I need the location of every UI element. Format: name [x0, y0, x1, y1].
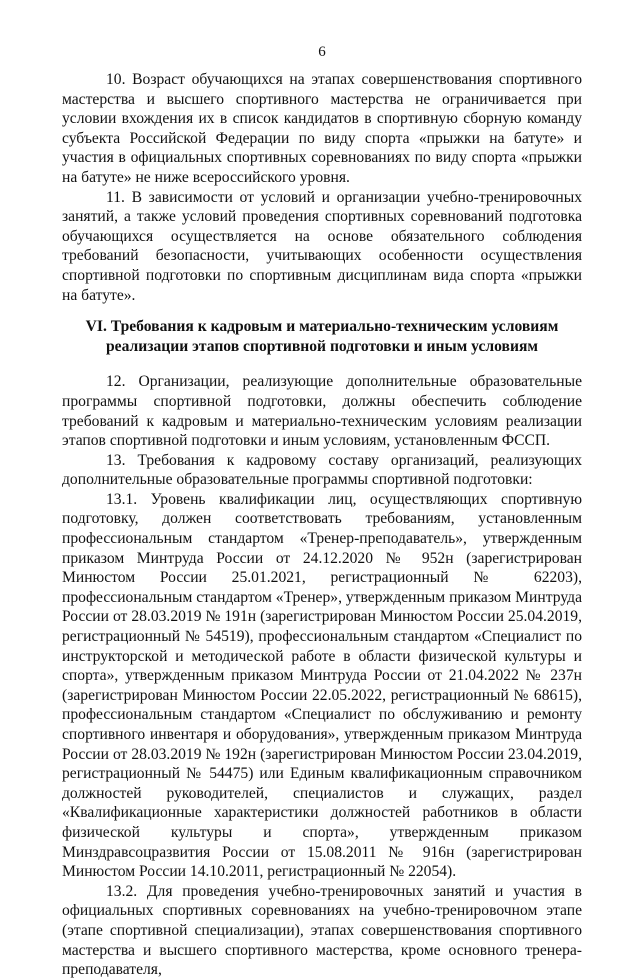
paragraph-13: 13. Требования к кадровому составу организаций, реализующих дополнительные образовательные программы спортивной подготовки:: [62, 451, 582, 489]
section-heading-line-2: реализации этапов спортивной подготовки и иным условиям: [105, 337, 539, 355]
paragraph-12: 12. Организации, реализующие дополнительные образовательные программы спортивной подготовки, должны обеспечить соблюдение требований к кадровым и материально-техническим условиям реализации этапов спортивной подготовки и иным условиям, установленным ФССП.: [62, 373, 582, 450]
paragraph-10: 10. Возраст обучающихся на этапах совершенствования спортивного мастерства и высшего спортивного мастерства не ограничивается при условии вхождения их в список кандидатов в спортивную сборную команду субъекта Российской Федерации по виду спорта «прыжки на батуте» и участия в официальных спортивных соревнованиях по виду спорта «прыжки на батуте» не ниже всероссийского уровня.: [62, 71, 582, 186]
section-heading: [62, 317, 582, 356]
paragraph-11: 11. В зависимости от условий и организации учебно-тренировочных занятий, а также условий проведения спортивных соревнований подготовка обучающихся осуществляется на основе обязательного соблюдения требований безопасности, учитывающих особенности осуществления спортивной подготовки по спортивным дисциплинам вида спорта «прыжки на батуте».: [62, 188, 582, 304]
section-heading-line-1: VI. Требования к кадровым и материально-техническим условиям: [85, 318, 559, 336]
page-number: 6: [318, 44, 326, 60]
paragraph-13-2: 13.2. Для проведения учебно-тренировочных занятий и участия в официальных спортивных соревнованиях на учебно-тренировочном этапе (этапе спортивной специализации), этапах совершенствования спортивного мастерства и высшего спортивного мастерства, кроме основного тренера-преподавателя,: [62, 882, 582, 979]
paragraph-13-1: 13.1. Уровень квалификации лиц, осуществляющих спортивную подготовку, должен соответствовать требованиям, установленным профессиональным стандартом «Тренер-преподаватель», утвержденным приказом Минтруда России от 24.12.2020 № 952н (зарегистрирован Минюстом России 25.01.2021, регистрационный № 62203), профессиональным стандартом «Тренер», утвержденным приказом Минтруда России от 28.03.2019 № 191н (зарегистрирован Минюстом России 25.04.2019, регистрационный № 54519), профессиональным стандартом «Специалист по инструкторской и методической работе в области физической культуры и спорта», утвержденным приказом Минтруда России от 21.04.2022 № 237н (зарегистрирован Минюстом России 22.05.2022, регистрационный № 68615), профессиональным стандартом «Специалист по обслуживанию и ремонту спортивного инвентаря и оборудования», утвержденным приказом Минтруда России от 28.03.2019 № 192н (зарегистрирован Минюстом России 23.04.2019, регистрационный № 54475) или Единым квалификационным справочником должностей руководителей, специалистов и служащих, раздел «Квалификационные характеристики должностей работников в области физической культуры и спорта», утвержденным приказом Минздравсоцразвития России от 15.08.2011 № 916н (зарегистрирован Минюстом России 14.10.2011, регистрационный № 22054).: [62, 490, 582, 881]
